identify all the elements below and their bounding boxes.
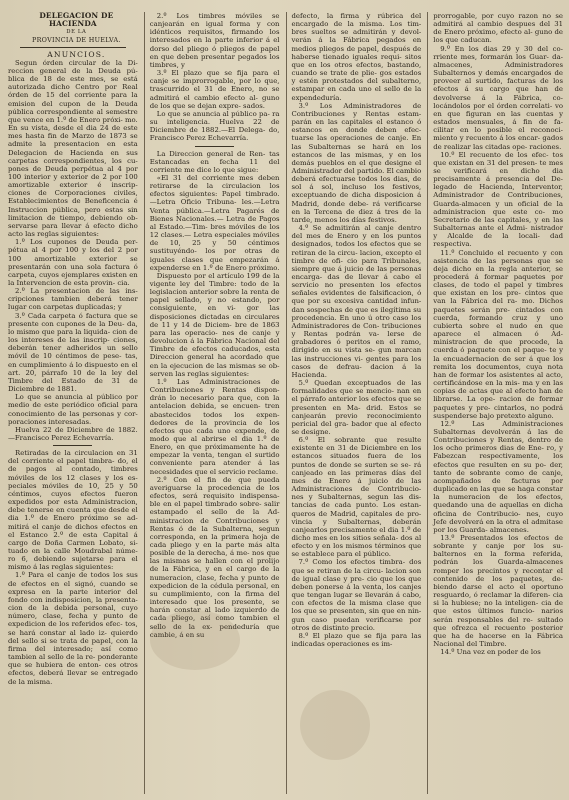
paragraph: Lo que se anuncia al público pa- ra su inteligencia. Huelva 22 de Diciembre de 1882.—El Delega- do, Francisco Perez Echevarría. [149, 109, 280, 143]
paragraph: Segun órden circular de la Di- reccion general de la Deuda pú- blica de 18 de este mes, se está autorizada dicho Centro por Real órden de 15 del corriente para la emision del cupon de la Deuda pública correspondiente al semestre que vence en 1.º de Enero próxi- mo. En su vista, desde el dia 24 de este mes hasta fin de Marzo de 1873 se admite la presentacion en esta Delegacion de Hacienda en sus carpetas correspondientes, los cu- pones de Deuda perpétua al 4 por 100 interior y exterior de 2 por 100 amortizable exterior é inscrip- ciones de Corporaciones civiles, Establecimientos de Beneficencia é Instruccion pública, pero estas sin limitacion de tiempo, debiendo ob- servarse para llevar á efecto dicho acto las reglas siguientes: [8, 58, 138, 239]
paragraph: Dispuesto por el artículo 199 de la vigente ley del Timbre: todo de la legislacion anterior sobre la renta de papel sellado, y no estando, por consiguiente, en vi- gor las disposiciones dictadas en circulares de 11 y 14 de Diciem- bre de 1863 para las operacio- nes de canje y devolucion á la Fábrica Nacional del Timbre de efectos caducados, esta Direccion general ha acordado que en la ejecucion de las mismas se ob- serven las reglas siguientes: [149, 271, 280, 378]
paragraph: 14.º Una vez en poder de los [440, 648, 541, 657]
paragraph: 9.º En los dias 29 y 30 del co- rriente mes, formarán los Guar- da-almacenes, Administradores Subalternos y demás encargados de proveer al surtido, facturas de los efectos á su cargo que han de devolverse á la Fábrica, co- locándolos por el órden correlati- vo en que figuran en las cuentas y estados mensuales, á fin de fa- cilitar en lo posible el reconoci- miento y recuento á los encar- gados de realizar las citadas ope- raciones. [433, 44, 563, 151]
paragraph: 3.º Cada carpeta ó factura que se presente con cupones de la Deu- da, lo mismo que para la liquida- cion de los intereses de las inscrip- ciones, deberán tener adheridos un sello móvil de 10 céntimos de pese- tas, en cumplimiento á lo dispuesto en el art. 20, párrafo 10 de la ley del Timbre del Estado de 31 de Diciembre de 1881. [8, 311, 138, 394]
separator-rule [195, 146, 234, 147]
paragraph: 7.º Como los efectos timbra- dos que se retiran de la circu- lacion son de igual clase y pre- cio que los que deben ponerse á la venta, los canjes que tengan lugar se llevarán á cabo, con efectos de la misma clase que los que se presenten, sin que en nin- gun caso puedan verificarse por otros de distinto precio. [291, 558, 422, 632]
paragraph: Retiradas de la circulacion en 31 del corriente el papel timbra- do, el de pagos al contado, timbres móviles de los 12 clases y los es- peciales móviles de 10, 25 y 50 céntimos, cuyos efectos fueron expedidos por esta Administracion, debe tenerse en cuenta que desde el dia 1.º de Enero próximo se ad- mitirá el canje de dichos efectos en el Estanco 2.º de esta Capital á cargo de Doña Carmen Lobato, si- tuado en la calle Moudrabal núme- ro 6, debiendo sujetarse para el mismo á las reglas siguientes: [8, 449, 138, 572]
header-rule [20, 47, 126, 48]
paragraph: 2.º Los timbres móviles se canjearán en igual forma y con idénticos requisitos, firmando los interesados en la parte inferior á el dorso del pliego ó pliegos de papel en que deben presentar pegados los timbres, y [149, 12, 280, 69]
paragraph: 11.º Concluido el recuento y con asistencia de las personas que se deja dicho en la regla anterior, se procederá á formar paquetes por clases, de todo el papel y timbres que existan en los pre- cintos que van la Fábrica del ra- mo. Dichos paquetes serán pre- cintados con cuerda, formando cruz y uno cubierta sobre el nudo en que aparece el almacen ó Ad- ministracion de que procede, la cuerda ó paquete con el paque- te y la encuadernacion de ser á que los remita los documentos, cuya nota han de formar los asistentes al acto, certificándose en la mis- ma y en las copias de actas que al efecto han de librarse. La ope- racion de formar paquetes y pre- cintarlos, no podrá suspenderse bajo pretexto alguno. [433, 248, 563, 420]
paragraph: 13.º Presentados los efectos de sobrante y canje por los su- balternos en la forma referida, podrán los Guarda-almacenes romper los precintos y recontar el contenido de los paquetes, de- biendo darse el acto el oportuno resguardo, ó reclamar la diferen- cia si la hubiese; no la inteligen- cia de que estos últimos funcio- narios serán responsables del re- sultado que ofrezca el recuento posterior que ha de hacerse en la Fábrica Nacional del Timbre. [433, 534, 563, 649]
paragraph: 6.º El sobrante que resulte existente en 31 de Diciembre en los estancos situados fuera de los puntos de donde se surten se se- rá canjeado en las primeras días del mes de Enero á juicio de las Administraciones de Contribucio- nes y Subalternas, segun las dis- tancias de cada punto. Los estan- queros de Madrid, capitales de pro- vincia y Subalternas, deberán canjearlos precisamente el dia 1.º de dicho mes en los sitios señala- dos al efecto y en los mismos términos que se establece para el público. [291, 436, 422, 559]
paragraph: prorrogable, por cuyo razon no se admitirá al cambio despues del 31 de Enero próximo, efecto al- guno de los que caducan. [433, 12, 563, 45]
column-2 [144, 12, 280, 794]
paragraph: Lo que se anuncia al público por medio de este periódico oficial para conocimiento de las personas y cor- poraciones interesadas. [8, 393, 138, 426]
signature: Huelva 22 de Diciembre de 1882. —Francisco Perez Echevarría. [8, 425, 138, 442]
paragraph: 1.º Los cupones de Deuda per- pétua al 4 por 100 y los del 2 por 100 amortizable exterior se presentarán con una sola factura ó carpeta, cuyos ejemplares existen en la Intervencion de esta provin- cia. [8, 238, 138, 287]
section-title: DELEGACION DE HACIENDA [39, 12, 114, 29]
paragraph: 2.º La presentacion de las ins- cripciones tambien deberá tener lugar con carpetas duplicadas; y [8, 287, 138, 312]
paragraph: 2.º Con el fin de que pueda averiguarse la procedencia de los efectos, será requisito indispensa- ble en el papel timbrado sobre- salir estampado el sello de la Ad- ministracion de Contribuciones y Rentas ó de la Subalterna, segun corresponda, en la primera hoja de cada pliego y en la parte más alta posible de la derecha, á me- nos que las mismas se hallen con el prolijo de la Fábrica, y en el cargo de la numeracion, clase, fecha y punto de expedicion de la cédula personal, en su cumplimiento, con la firma del interesado que los presente, se harán constar al lado izquierdo de cada pliego, así como tambien el sello de la ex- pendeduría que cambie, á en su [149, 475, 280, 639]
paragraph: 1.º Para el canje de todos los sus de efectos en el signó, cuando se expresa en la parte interior del fondo con indisposicion, la presenta- cion de la debida personal, cuyo número, clase, fecha y punto de expedicion de los referidos efec- tos, se hará constar al lado iz- quierdo del sello si se trata de papel, con la firma del interesado; así como tambien al sello de la re- ponderante que se hubiera de enton- ces otros efectos, deberá llevar se entregado de la misma. [8, 571, 138, 686]
section-subtitle-1: DE LA [66, 29, 87, 36]
paragraph: defecto, la firma y rúbrica del encargado de la misma. Los tim- bres sueltos se admitirán y devol- verán á la Fábrica pegados en medios pliegos de papel, después de haberse tienado iguales requi- sitos que en los otros efectos, bastando, cuando se trate de plie- gos estados y estén protestados del subalterno, estampar en cada uno el sello de la expendeduría. [291, 12, 422, 102]
column-4 [427, 12, 563, 794]
paragraph: 3.º Los Administradores de Contribuciones y Rentas estam- parán en las capitales el estanco ó estancos en donde deben efec- tuarse las operaciones de canje. En las Subalternas se hará en los estancos de las mismas, y en los demás pueblos en el que designe el Administrador del partido. El cambio deberá efectuarse todos los dias, de sol á sol, incluso los festivos, exceptuando de dicha disposicion á Madrid, donde debe- rá verificarse en la Tercena de diez á tres de la tarde, menos los días festivos. [291, 101, 422, 224]
paragraph: 8.º El plazo que se fija para las indicadas operaciones es im- [291, 631, 422, 649]
paragraph: 12.º Las Administraciones Subalternas devolverán á las de Contribuciones y Rentas, dentro de los ocho primeros dias de Ene- ro, y Fabezcan respectivamente, los efectos que resulten en su po- der, tanto de sobrante como de canje, acompañados de facturas por duplicado en las que se haga constar la numeracion de los efectos, quedando una de aquellas en dicha oficina de Contribucio- nes, cuyo Jefe devolverá en la otra el admitase por los Guarda- almacenes. [433, 419, 563, 534]
column-3 [286, 12, 422, 794]
section-subtitle-2: PROVINCIA DE HUELVA. [31, 36, 121, 45]
column-1 [8, 12, 138, 794]
anuncios-heading: ANUNCIOS. [47, 49, 106, 59]
paragraph: 5.º Quedan exceptuados de las formalidades que se mencio- nan en el párrafo anterior los efectos que se presenten en Ma- drid. Estos se canjearán previo reconocimiento pericial del gra- bador que al efecto se designe. [291, 379, 422, 436]
paragraph: La Direccion general de Ren- tas Estancadas en fecha 11 del corriente me dice lo que sigue: [149, 149, 280, 174]
text-columns [8, 12, 563, 794]
paragraph: 4.º Se admitirán al canje dentro del mes de Enero y en los puntos designados, todos los efectos que se retiran de la circu- lacion, excepto el timbre de ofi- cio para Tribunales, siempre que á juicio de las personas encarga- das de llevar á cabo el servicio no presenten los efectos señales evidentes de falsificacion, ó que por su excesiva cantidad infun- dan sospechas de que es ilegítima su procedencia. En uno ú otro caso los Administradores de Con- tribuciones y Rentas podrán va- lerse de grabadores ó peritos en el ramo, dirigido en su vista se- gun marcan las instrucciones vi- gentes para los casos de defrau- dacion á la Hacienda. [291, 224, 422, 379]
paragraph: 1.º Las Administraciones de Contribuciones y Rentas dispon- drán lo necesario para que, con la antelacion debida, se encuen- tren abastecidos todos los expen- dedores de la provincia de los efectos que cada uno expende, de modo que al abrirse el dia 1.º de Enero, en que próximamente ha de empezar la venta, tengan el surtido conveniente para atender á las necesidades que el servicio reclame. [149, 377, 280, 476]
paragraph: 10.º El recuento de los efec- tos que existan en 31 del presen- te mes se verificará en dicho dia precisamente á presencia del De- legado de Hacienda, Interventor, Administrador de Contribuciones, Guarda-almacen y un oficial de la administracion que este co- mo Secretario de las capitales, y en las Subalternas ante el Admi- nistrador y Alcalde de la locali- dad respectiva. [433, 150, 563, 249]
paragraph: «El 31 del corriente mes deben retirarse de la circulacion los efectos siguientes: Papel timbrado. —Letra Oficio Tribuna- les.—Letra Venta pública.—Letra Pagarés de Bienes Nacionales.— Letra de Pagos al Estado.—Tim- bres móviles de los 12 clases.— Letra especiales móviles de 10, 25 y 50 céntimos sustituyéndo- los por otras de iguales clases que empezarán á expenderse en 1.º de Enero próximo. [149, 173, 280, 272]
separator-rule [53, 445, 92, 446]
paragraph: 3.º El plazo que se fija para el canje se improrrogable, por lo que, trascurrido el 31 de Enero, no se admitirá el cambio efecto al- guno de los que se dejan expre- sados. [149, 69, 280, 110]
